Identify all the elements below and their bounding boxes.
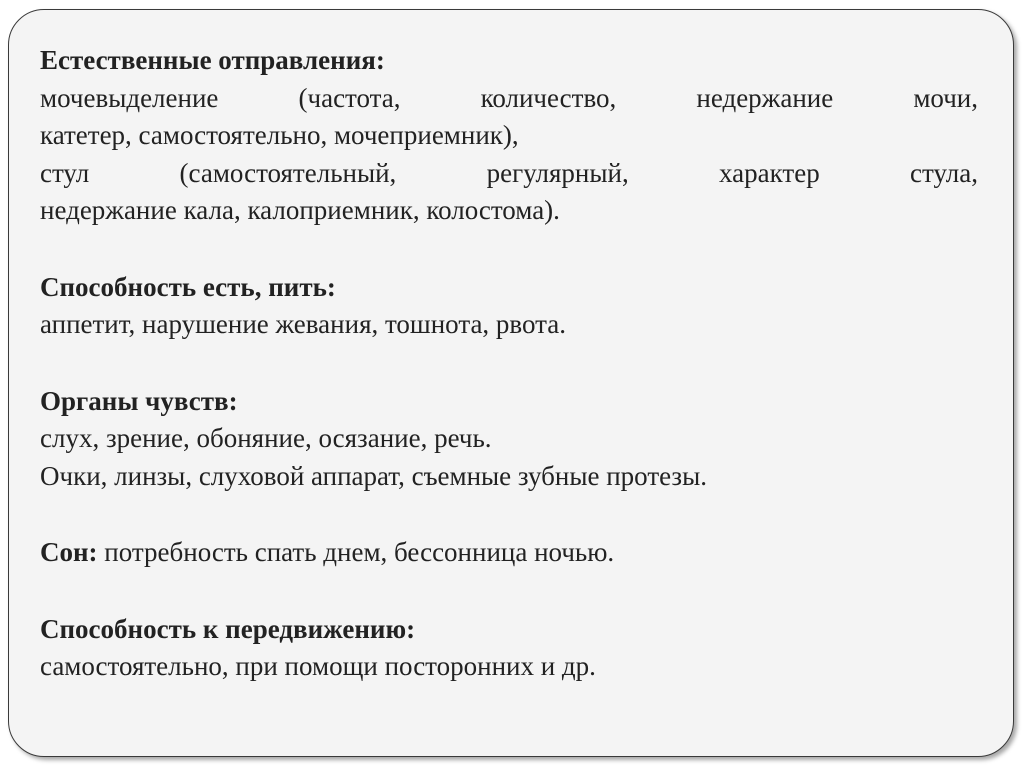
section-gap (40, 572, 978, 611)
section-gap (40, 230, 978, 269)
section-senses (40, 383, 978, 496)
heading-mobility: Способность к передвижению: (40, 613, 416, 644)
text-senses-line2: Очки, линзы, слуховой аппарат, съемные зубные протезы. (40, 460, 707, 491)
text-excretion-line2: катетер, самостоятельно, мочеприемник), (40, 120, 519, 150)
section-sleep (40, 534, 978, 572)
text-sleep: потребность спать днем, бессонница ночью. (97, 537, 615, 567)
section-gap (40, 344, 978, 383)
text-senses-line1: слух, зрение, обоняние, осязание, речь. (40, 423, 492, 453)
sleep-line (40, 534, 978, 572)
section-excretion (40, 42, 978, 230)
slide-content (40, 42, 978, 686)
heading-excretion: Естественные отправления: (40, 45, 385, 75)
section-mobility (40, 611, 978, 686)
section-eating (40, 269, 978, 344)
heading-eating: Способность есть, пить: (40, 271, 336, 302)
section-gap (40, 495, 978, 534)
heading-sleep: Сон: (40, 537, 98, 567)
text-eating-line1: аппетит, нарушение жевания, тошнота, рвота. (40, 309, 566, 339)
text-excretion-line4: недержание кала, калоприемник, колостома). (40, 195, 560, 225)
heading-senses: Органы чувств: (40, 385, 238, 416)
text-mobility-line1: самостоятельно, при помощи посторонних и др. (40, 651, 596, 681)
text-excretion-line3: стул (самостоятельный, регулярный, характер стула, (40, 157, 978, 188)
text-excretion-line1: мочевыделение (частота, количество, недержание мочи, (40, 82, 978, 113)
